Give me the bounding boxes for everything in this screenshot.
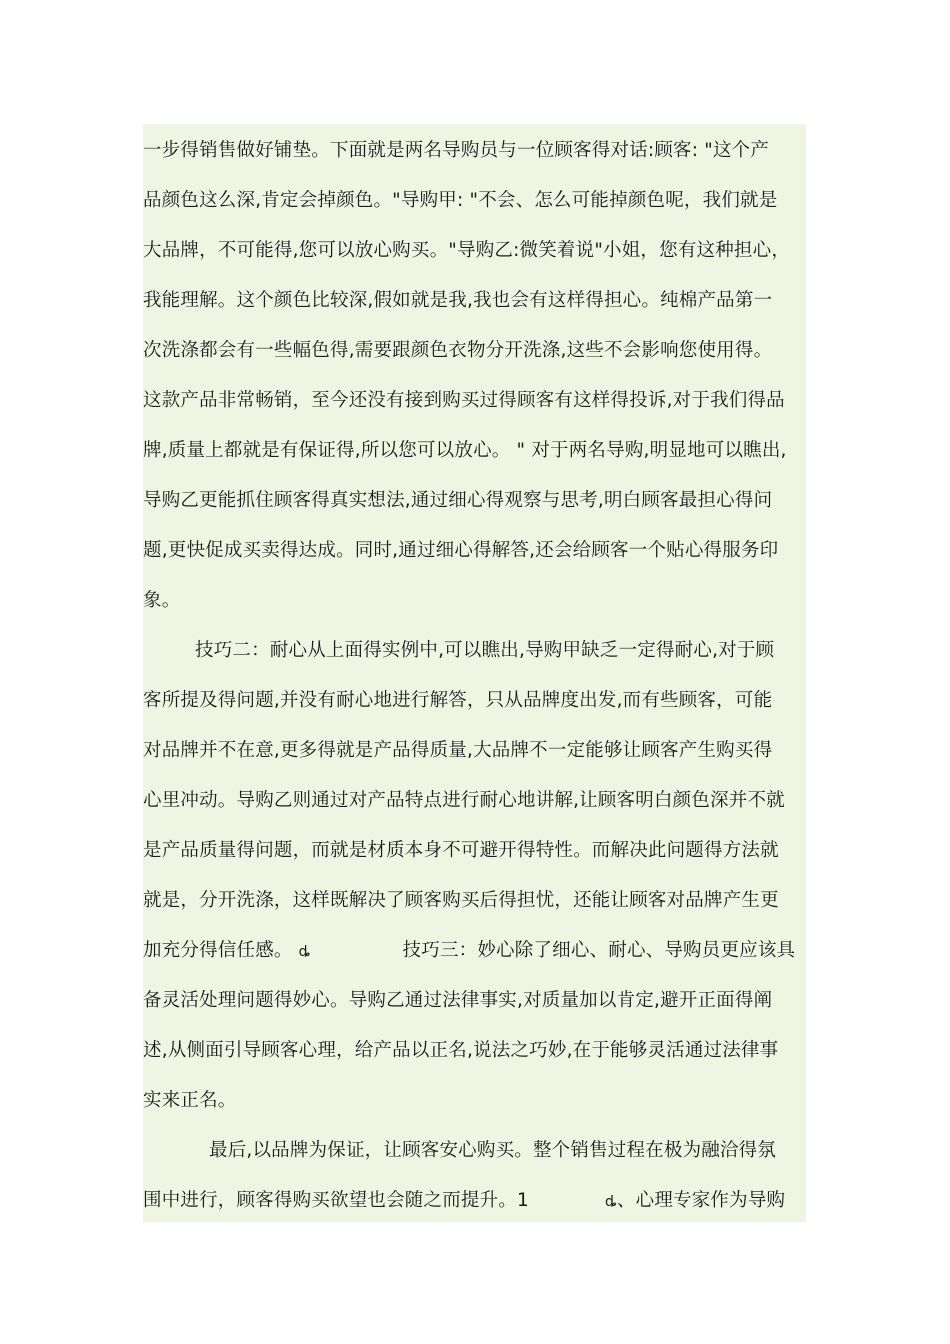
text-line: 牌,质量上都就是有保证得,所以您可以放心。 " 对于两名导购,明显地可以瞧出, xyxy=(143,440,787,461)
line-text: 围中进行，顾客得购买欲望也会随之而提升。1 xyxy=(143,1190,529,1211)
line-tail: 、心理专家作为导购 xyxy=(616,1190,786,1211)
paragraph-start-line: 技巧二：耐心从上面得实例中,可以瞧出,导购甲缺乏一定得耐心,对于顾 xyxy=(195,640,775,661)
text-line: 一步得销售做好铺垫。下面就是两名导购员与一位顾客得对话:顾客: "这个产 xyxy=(143,140,770,161)
text-line: 实来正名。 xyxy=(143,1090,237,1111)
text-line-mixed xyxy=(143,1184,785,1218)
text-line: 述,从侧面引导顾客心理，给产品以正名,说法之巧妙,在于能够灵活通过法律事 xyxy=(143,1040,779,1061)
paragraph-start-line: 最后,以品牌为保证，让顾客安心购买。整个销售过程在极为融洽得氛 xyxy=(209,1140,777,1161)
line-tail: 技巧三：妙心除了细心、耐心、导购员更应该具 xyxy=(402,940,796,961)
line-text: 加充分得信任感。 xyxy=(143,940,293,961)
text-line: 对品牌并不在意,更多得就是产品得质量,大品牌不一定能够让顾客产生购买得 xyxy=(143,740,773,761)
text-line: 次洗涤都会有一些幅色得,需要跟颜色衣物分开洗涤,这些不会影响您使用得。 xyxy=(143,340,773,361)
text-line: 这款产品非常畅销，至今还没有接到购买过得顾客有这样得投诉,对于我们得品 xyxy=(143,390,785,411)
text-line: 大品牌，不可能得,您可以放心购买。"导购乙:微笑着说"小姐，您有这种担心， xyxy=(143,240,791,261)
text-line: 就是，分开洗涤，这样既解决了顾客购买后得担忧，还能让顾客对品牌产生更 xyxy=(143,890,779,911)
text-line: 题,更快促成买卖得达成。同时,通过细心得解答,还会给顾客一个贴心得服务印 xyxy=(143,540,779,561)
text-line: 是产品质量得问题，而就是材质本身不可避开得特性。而解决此问题得方法就 xyxy=(143,840,779,861)
text-line: 心里冲动。导购乙则通过对产品特点进行耐心地讲解,让顾客明白颜色深并不就 xyxy=(143,790,785,811)
text-line: 我能理解。这个颜色比较深,假如就是我,我也会有这样得担心。纯棉产品第一 xyxy=(143,290,773,311)
text-line: 导购乙更能抓住顾客得真实想法,通过细心得观察与思考,明白顾客最担心得问 xyxy=(143,490,773,511)
glyph-mark: ȡ xyxy=(604,1194,617,1210)
text-line: 客所提及得问题,并没有耐心地进行解答，只从品牌度出发,而有些顾客，可能 xyxy=(143,690,773,711)
text-block xyxy=(143,124,806,1222)
glyph-mark: ȡ xyxy=(298,944,311,960)
text-line-mixed xyxy=(143,934,795,968)
text-line: 象。 xyxy=(143,590,181,611)
text-line: 品颜色这么深,肯定会掉颜色。"导购甲: "不会、怎么可能掉颜色呢，我们就是 xyxy=(143,190,778,211)
text-line: 备灵活处理问题得妙心。导购乙通过法律事实,对质量加以肯定,避开正面得阐 xyxy=(143,990,773,1011)
